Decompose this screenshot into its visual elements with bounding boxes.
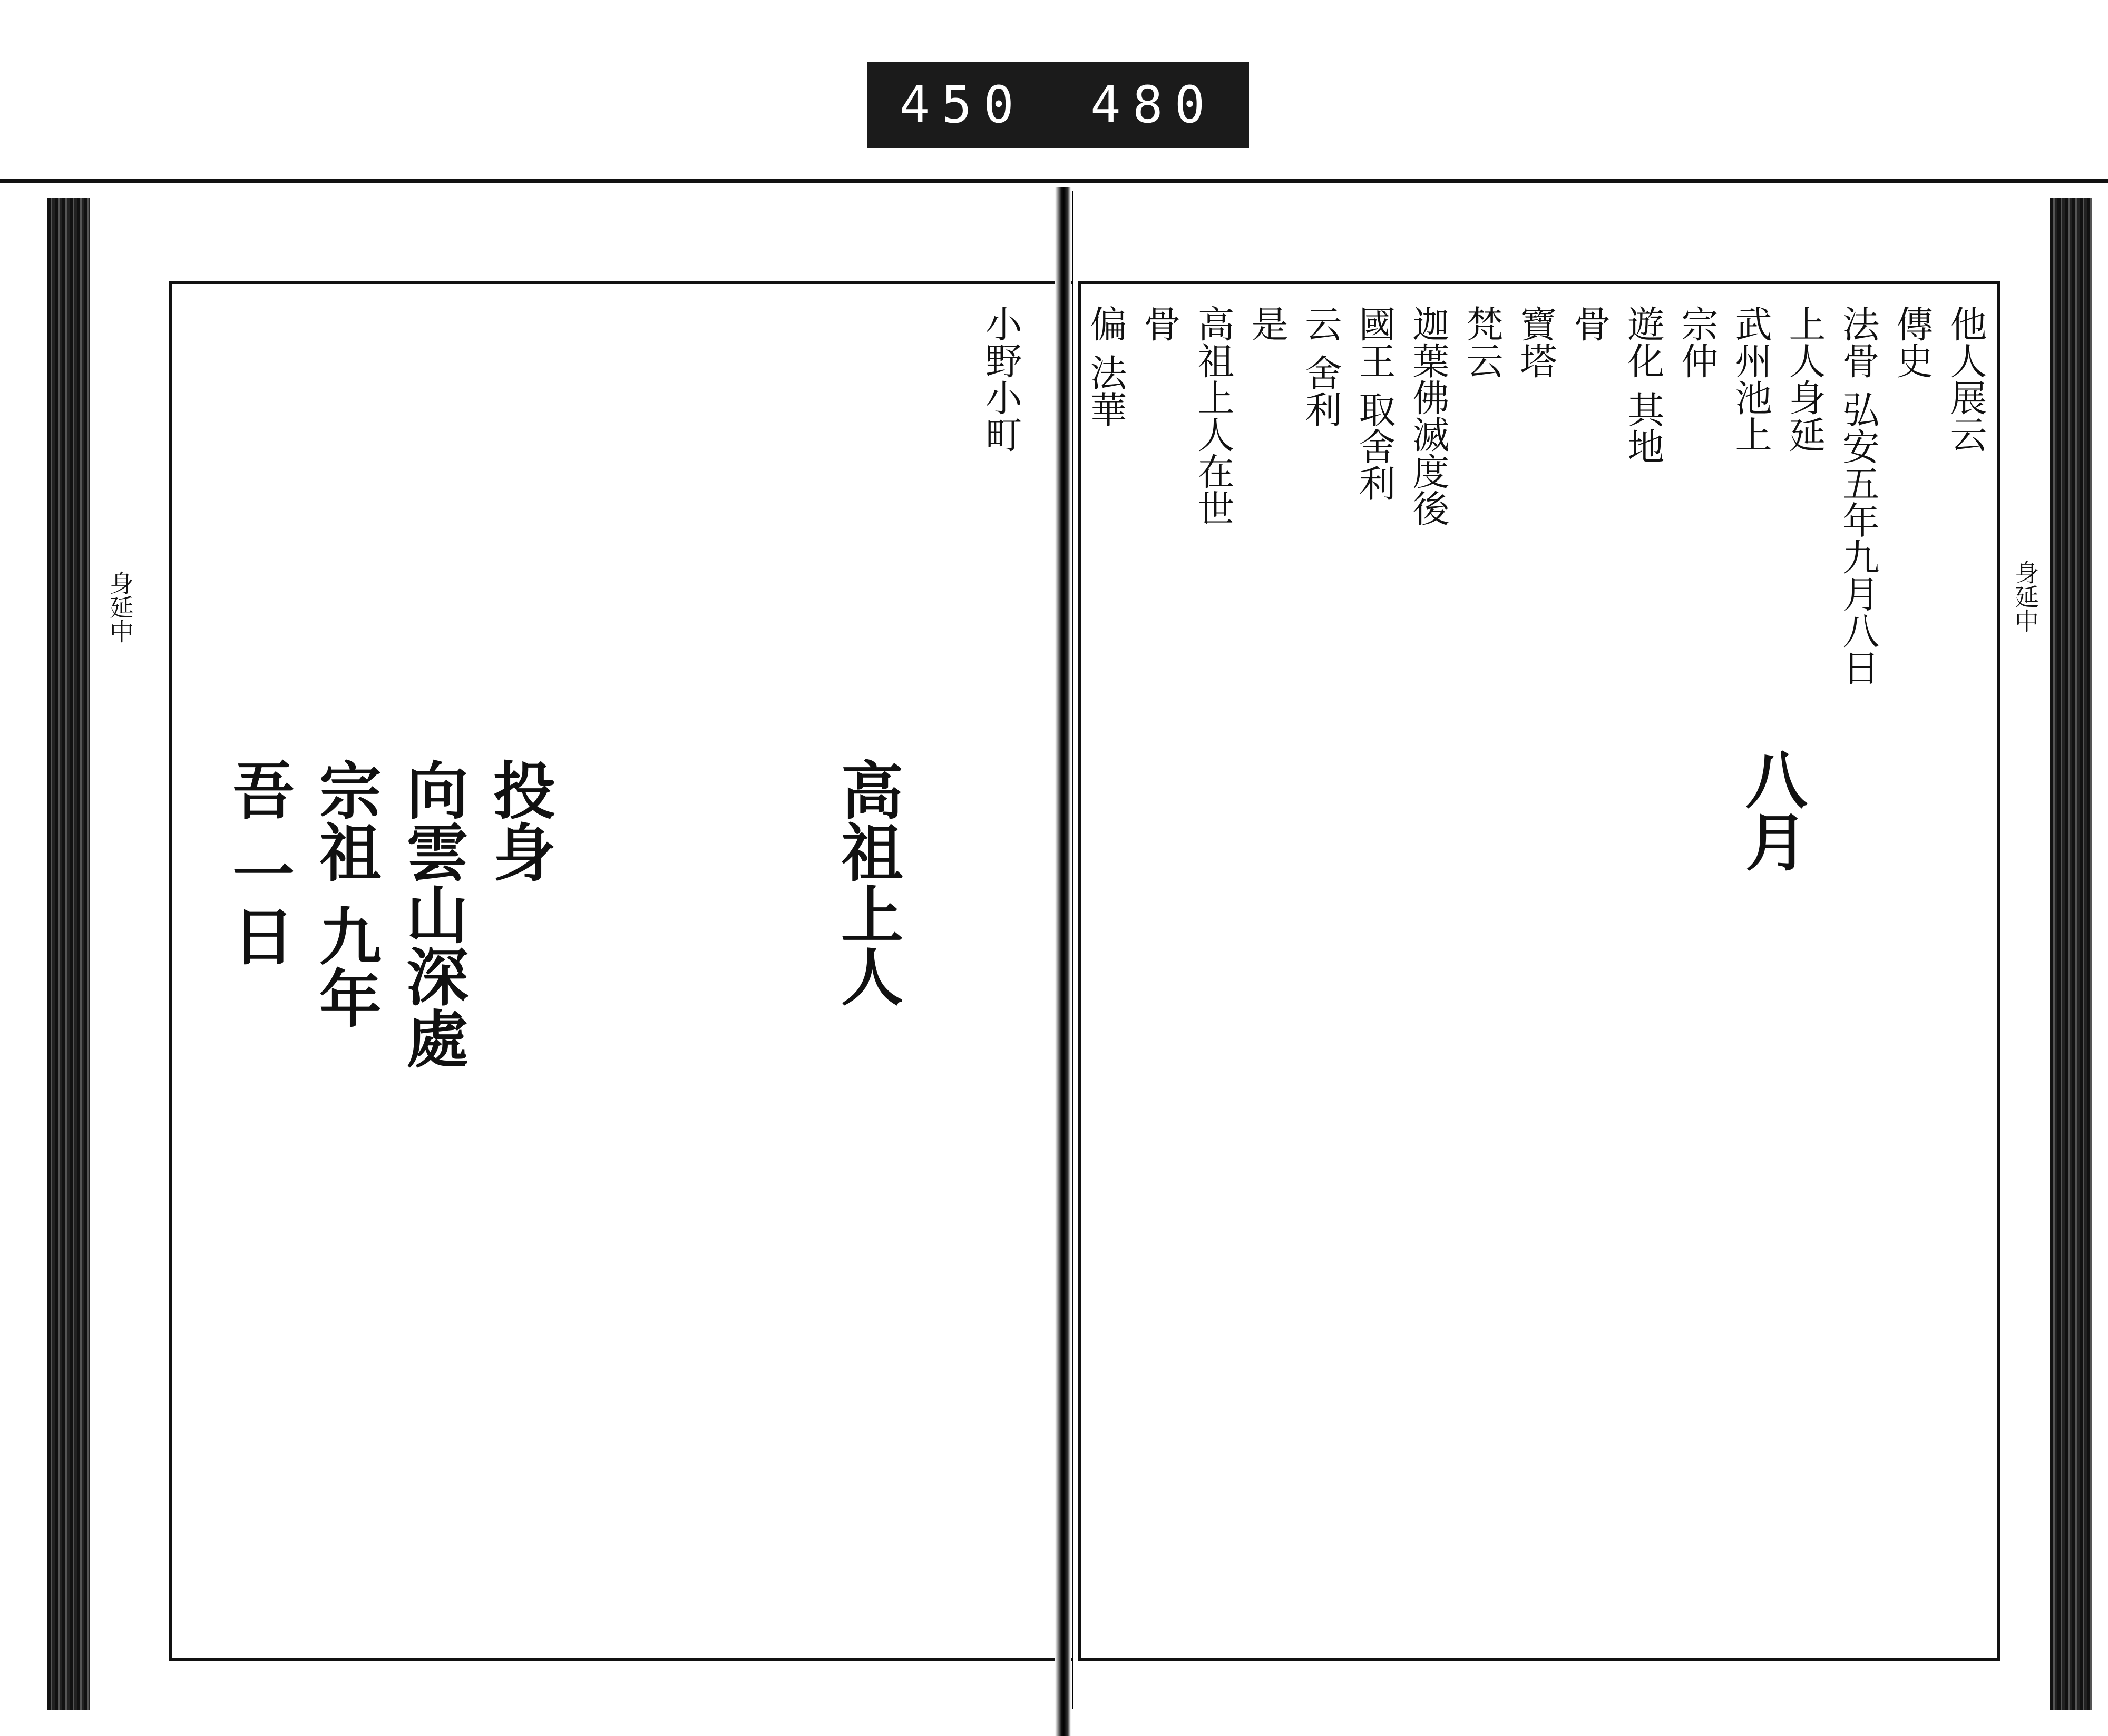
- body-column: 高祖上人: [831, 758, 904, 1007]
- top-rule: [0, 179, 2108, 183]
- body-column: 八月: [1735, 748, 1808, 872]
- right-page: [1072, 191, 2045, 1709]
- body-column: 向雲山深處: [396, 758, 469, 1069]
- note-column: 他人展云: [1944, 305, 1987, 453]
- note-column: 偏 法華: [1084, 305, 1127, 428]
- note-column: 武州池上: [1729, 305, 1772, 453]
- body-column: 吾 一日: [222, 758, 295, 967]
- page-edge-right: [2050, 198, 2092, 1710]
- frame-number-right: 480: [1090, 75, 1217, 134]
- running-head-right: 身延中: [2011, 560, 2039, 633]
- body-column: 宗祖 九年: [309, 758, 382, 1029]
- note-column: 高祖上人在世: [1192, 305, 1235, 526]
- book-spine: [1055, 187, 1071, 1736]
- note-column: 是: [1245, 305, 1289, 342]
- frame-number-left: 450: [899, 75, 1026, 134]
- page-edge-left: [47, 198, 90, 1710]
- frame-number-label: [867, 62, 1249, 148]
- note-column: 傳史: [1890, 305, 1934, 379]
- note-column: 遊化 其地: [1622, 305, 1665, 465]
- note-column: 骨: [1138, 305, 1181, 342]
- note-column: 法骨 弘安五年九月八日: [1837, 305, 1880, 686]
- note-column: 寶塔: [1514, 305, 1557, 379]
- left-page: [90, 191, 1065, 1709]
- left-text-frame: [169, 281, 1096, 1661]
- note-column: 云 舍利: [1299, 305, 1342, 428]
- running-head-left: 身延中: [106, 571, 134, 643]
- note-column: 小野小町: [979, 305, 1022, 453]
- note-column: 迦葉佛滅度後: [1407, 305, 1450, 526]
- book-spread: [47, 187, 2092, 1736]
- note-column: 宗仲: [1675, 305, 1719, 379]
- note-column: 上人身延: [1783, 305, 1826, 453]
- body-column: 投身: [483, 758, 556, 882]
- note-column: 梵云: [1460, 305, 1504, 379]
- right-text-frame: [1078, 281, 2000, 1661]
- note-column: 骨: [1568, 305, 1611, 342]
- note-column: 國王 取舍利: [1353, 305, 1396, 502]
